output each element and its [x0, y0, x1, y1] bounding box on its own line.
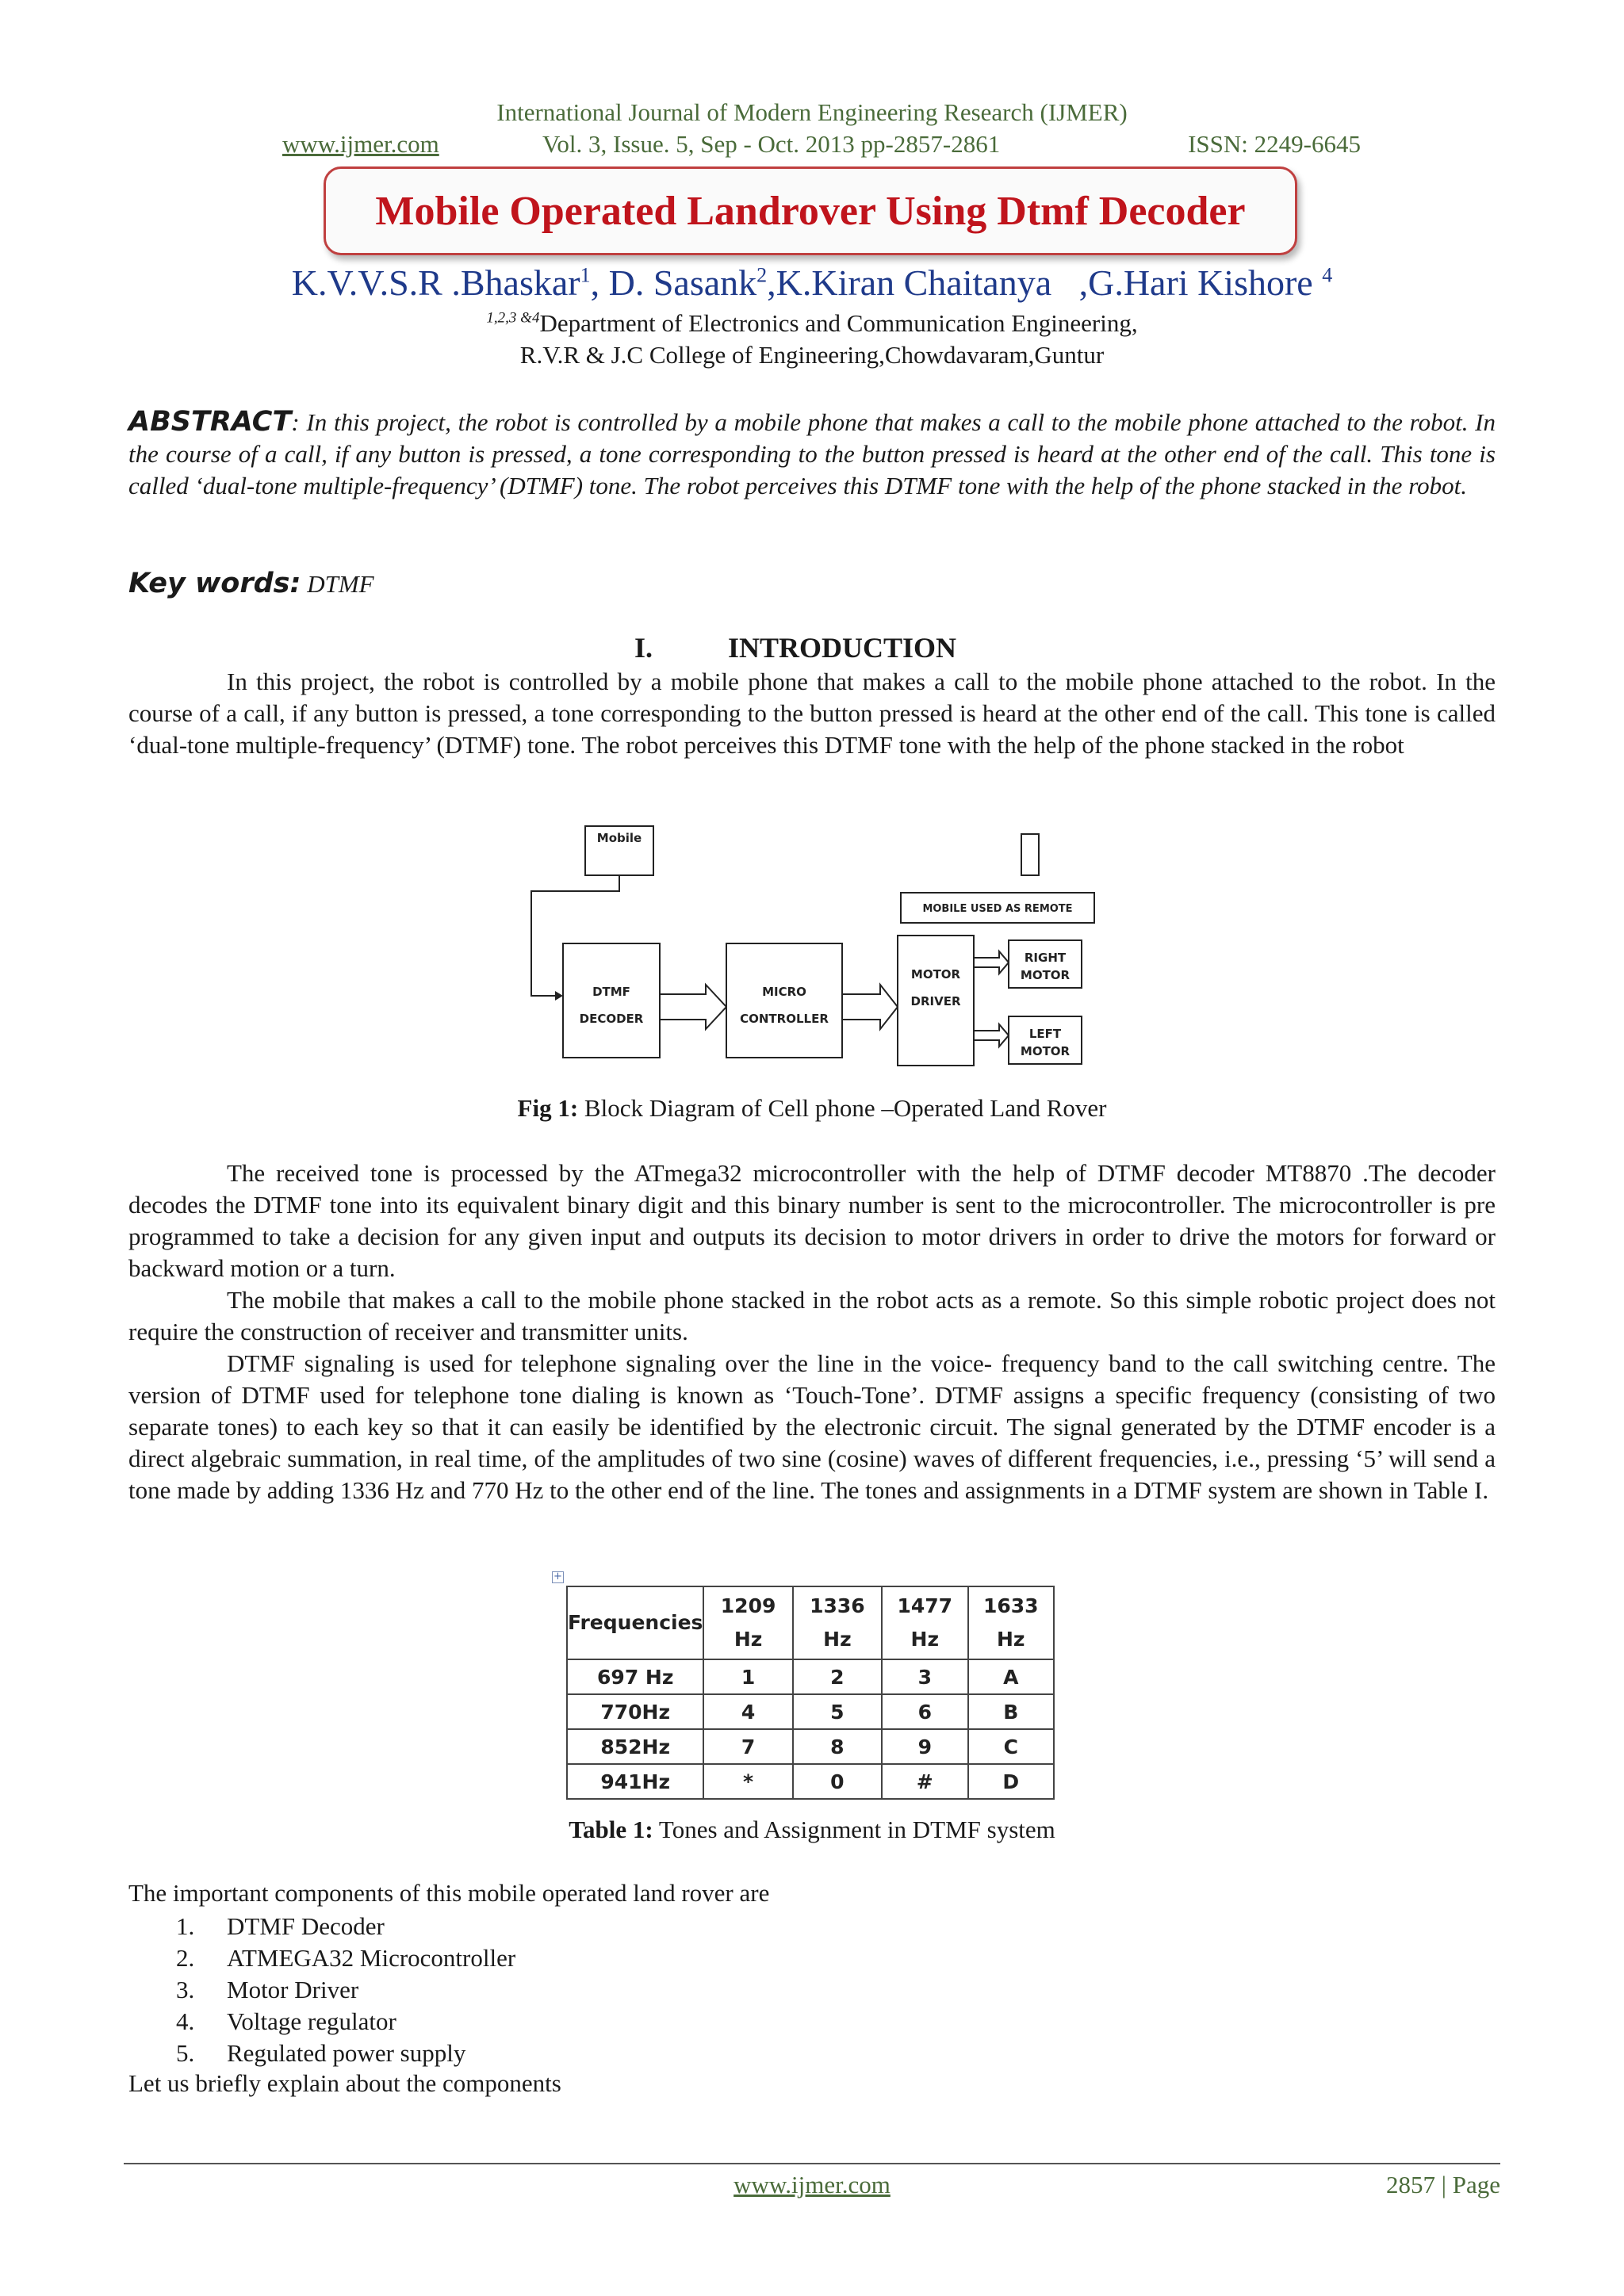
components-intro: The important components of this mobile operated land rover are [128, 1879, 770, 1907]
list-number: 2. [176, 1944, 195, 1972]
table-cell: 9 [882, 1729, 967, 1764]
keywords-text: DTMF [307, 570, 374, 598]
table-header-cell: 1477 Hz [882, 1586, 967, 1659]
table-cell: 7 [703, 1729, 792, 1764]
table-cell: 8 [793, 1729, 882, 1764]
abstract-text: : In this project, the robot is controlled by a mobile phone that makes a call to the mobile phone attached to the robot. In the course of a call, if any button is pressed, a tone corresponding to the button pressed is heard at the other end of the call. This tone is called ‘dual-tone multiple-frequency’ (DTMF) tone. The robot perceives this DTMF tone with the help of the phone stacked in the robot. [128, 408, 1496, 499]
header-line [282, 130, 1361, 162]
author-name: G.Hari Kishore [1088, 262, 1313, 303]
table-cell: B [968, 1694, 1055, 1729]
table-cell: 770Hz [567, 1694, 703, 1729]
table-cell: 3 [882, 1659, 967, 1694]
table-cell: A [968, 1659, 1055, 1694]
arrow-dtmf-to-micro [660, 985, 726, 1029]
table-cell: 4 [703, 1694, 792, 1729]
title-box [324, 166, 1297, 255]
affiliation-sup: 1,2,3 &4 [486, 309, 540, 327]
table-header-cell: 1209 Hz [703, 1586, 792, 1659]
intro-paragraph: In this project, the robot is controlled by a mobile phone that makes a call to the mobile phone attached to the robot. In the course of a call, if any button is pressed, a tone corresponding to the button pressed is heard at the other end of the call. This tone is called ‘dual-tone multiple-frequency’ (DTMF) tone. The robot perceives this DTMF tone with the help of the phone stacked in the robot [128, 668, 1496, 759]
table-cell: * [703, 1764, 792, 1799]
footer-url-link[interactable]: www.ijmer.com [733, 2171, 891, 2198]
table-cell: C [968, 1729, 1055, 1764]
author-sup: 4 [1322, 263, 1333, 287]
right-motor-label-2: MOTOR [1020, 968, 1071, 982]
arrow-to-left-motor [974, 1024, 1009, 1047]
arrow-to-right-motor [974, 951, 1009, 974]
components-outro: Let us briefly explain about the components [128, 2069, 561, 2097]
left-motor-label-2: MOTOR [1020, 1044, 1071, 1058]
table-row [567, 1764, 1054, 1799]
body-paragraph: The mobile that makes a call to the mobile phone stacked in the robot acts as a remote. So this simple robotic project does not require the construction of receiver and transmitter units. [128, 1286, 1496, 1345]
abstract [128, 406, 1496, 502]
list-number: 3. [176, 1976, 195, 2003]
list-text: DTMF Decoder [227, 1912, 385, 1940]
table-caption-text: Tones and Assignment in DTMF system [658, 1816, 1055, 1843]
table-move-handle[interactable]: + [552, 1571, 564, 1583]
arrow-micro-to-driver [842, 985, 898, 1029]
list-text: Voltage regulator [227, 2007, 396, 2035]
author-name: K.V.V.S.R .Bhaskar [291, 262, 580, 303]
body-paragraph: The received tone is processed by the ATmega32 microcontroller with the help of DTMF decoder MT8870 .The decoder decodes the DTMF tone into its equivalent binary digit and this binary number is sent to the microcontroller. The microcontroller is pre programmed to take a decision for any given input and outputs its decision to motor drivers in order to drive the motors for forward or backward motion or a turn. [128, 1159, 1496, 1282]
author-sup: 1 [580, 263, 591, 287]
list-number: 5. [176, 2039, 195, 2067]
table-row [567, 1659, 1054, 1694]
connector-arrowhead [555, 991, 563, 1001]
dtmf-label-1: DTMF [592, 985, 630, 999]
remote-label: MOBILE USED AS REMOTE [922, 903, 1073, 915]
table-cell: 941Hz [567, 1764, 703, 1799]
footer-divider [124, 2163, 1500, 2164]
affiliation-department [0, 309, 1624, 338]
micro-label-2: CONTROLLER [740, 1012, 829, 1026]
right-motor-label-1: RIGHT [1024, 951, 1067, 965]
body-text [128, 1158, 1496, 1506]
keywords [128, 568, 374, 599]
micro-label-1: MICRO [762, 985, 806, 999]
journal-url-link[interactable]: www.ijmer.com [282, 130, 439, 158]
list-text: Motor Driver [227, 1976, 359, 2003]
driver-label-2: DRIVER [910, 994, 961, 1008]
table-row [567, 1694, 1054, 1729]
table-cell: 2 [793, 1659, 882, 1694]
author-sup: 2 [756, 263, 768, 287]
dtmf-decoder-block [563, 943, 660, 1058]
table-cell: D [968, 1764, 1055, 1799]
table-header-cell: 1633 Hz [968, 1586, 1055, 1659]
driver-label-1: MOTOR [910, 967, 961, 982]
issn: ISSN: 2249-6645 [1188, 130, 1361, 158]
abstract-label: ABSTRACT [128, 406, 292, 438]
list-text: Regulated power supply [227, 2039, 466, 2067]
keywords-label: Key words: [128, 568, 301, 599]
affiliation-dept-text: Department of Electronics and Communication Engineering, [539, 309, 1138, 337]
micro-controller-block [726, 943, 842, 1058]
table-cell: 697 Hz [567, 1659, 703, 1694]
phone-icon [1021, 834, 1039, 875]
table-row [567, 1729, 1054, 1764]
dtmf-label-2: DECODER [579, 1012, 644, 1026]
author-name: D. Sasank [608, 262, 757, 303]
table-cell: 5 [793, 1694, 882, 1729]
table-cell: 852Hz [567, 1729, 703, 1764]
list-number: 4. [176, 2007, 195, 2035]
table-header-row [567, 1586, 1054, 1659]
figure-caption-text: Block Diagram of Cell phone –Operated Land Rover [584, 1094, 1107, 1122]
body-paragraph: DTMF signaling is used for telephone signaling over the line in the voice- frequency band to the call switching centre. The version of DTMF used for telephone tone dialing is known as ‘Touch-Tone’. DTMF assigns a specific frequency (consisting of two separate tones) to each key so that it can easily be identified by the electronic circuit. The signal generated by the DTMF encoder is a direct algebraic summation, in real time, of the amplitudes of two sine (cosine) waves of different frequencies, i.e., pressing ‘5’ will send a tone made by adding 1336 Hz and 770 Hz to the other end of the line. The tones and assignments in a DTMF system are shown in Table I. [128, 1349, 1496, 1504]
list-text: ATMEGA32 Microcontroller [227, 1944, 516, 1972]
mobile-label: Mobile [596, 831, 642, 845]
author-name: K.Kiran Chaitanya [776, 262, 1052, 303]
page-number: 2857 | Page [1386, 2171, 1500, 2198]
left-motor-label-1: LEFT [1028, 1027, 1062, 1041]
journal-name: International Journal of Modern Engineering Research (IJMER) [496, 98, 1128, 126]
table-header-cell: 1336 Hz [793, 1586, 882, 1659]
affiliation-college: R.V.R & J.C College of Engineering,Chowdavaram,Guntur [519, 341, 1105, 369]
figure-caption-label: Fig 1: [517, 1094, 579, 1122]
table-cell: 1 [703, 1659, 792, 1694]
paper-title: Mobile Operated Landrover Using Dtmf Decoder [375, 188, 1246, 234]
table-cell: 6 [882, 1694, 967, 1729]
section-number: I. [634, 632, 653, 664]
authors: K.V.V.S.R .Bhaskar$^1$, D. Sasank$^2$,K.Kiran Chaitanya ,G.Hari Kishore $^4$ [291, 262, 1333, 303]
table-cell: 0 [793, 1764, 882, 1799]
list-number: 1. [176, 1912, 195, 1940]
table-header-cell: Frequencies [567, 1586, 703, 1659]
figure-caption [0, 1094, 1624, 1123]
volume-info: Vol. 3, Issue. 5, Sep - Oct. 2013 pp-2857-2861 [542, 130, 1001, 158]
dtmf-table [566, 1586, 1055, 1800]
block-diagram [508, 809, 1126, 1110]
section-title: INTRODUCTION [728, 632, 957, 664]
table-caption [0, 1816, 1624, 1844]
table-cell: # [882, 1764, 967, 1799]
table-caption-label: Table 1: [569, 1816, 653, 1843]
